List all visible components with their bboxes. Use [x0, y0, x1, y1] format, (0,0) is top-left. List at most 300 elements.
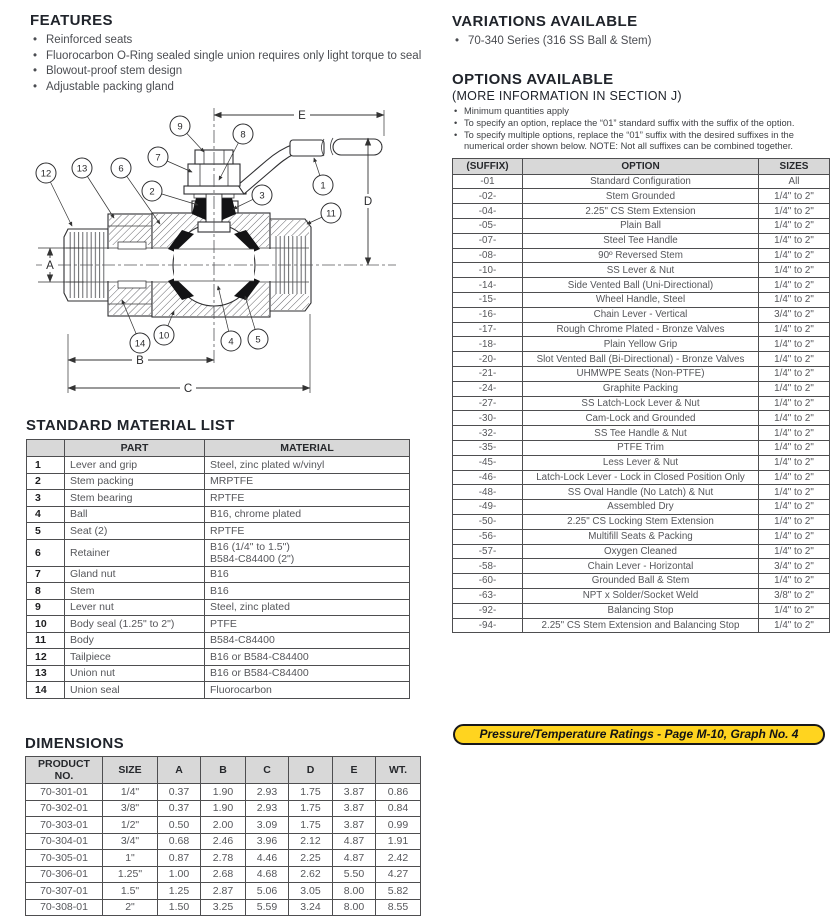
- table-cell: -49-: [453, 500, 523, 515]
- table-cell: Gland nut: [65, 566, 205, 583]
- table-cell: Chain Lever - Vertical: [523, 307, 759, 322]
- table-row: [27, 566, 410, 583]
- table-row: [27, 665, 410, 682]
- table-row: [453, 618, 830, 633]
- column-header: [27, 440, 65, 457]
- table-cell: 2.25" CS Locking Stem Extension: [523, 515, 759, 530]
- table-cell: 3.25: [201, 899, 246, 916]
- dim-label-B: [132, 353, 148, 367]
- table-cell: Less Lever & Nut: [523, 455, 759, 470]
- table-cell: -45-: [453, 455, 523, 470]
- table-cell: 1/2": [103, 817, 158, 834]
- svg-text:12: 12: [40, 168, 52, 180]
- table-cell: 2.93: [246, 784, 289, 801]
- table-cell: SS Oval Handle (No Latch) & Nut: [523, 485, 759, 500]
- table-cell: Chain Lever - Horizontal: [523, 559, 759, 574]
- table-row: [27, 506, 410, 523]
- table-cell: 1.25": [103, 866, 158, 883]
- callout-12: [36, 163, 72, 226]
- dim-label-E: [294, 108, 310, 122]
- table-cell: -14-: [453, 278, 523, 293]
- table-cell: 1/4" to 2": [759, 603, 830, 618]
- table-cell: 4.87: [333, 850, 376, 867]
- table-cell: 1/4" to 2": [759, 189, 830, 204]
- table-cell: 5.50: [333, 866, 376, 883]
- table-cell: 1/4" to 2": [759, 263, 830, 278]
- list-item: • To specify an option, replace the “01” standard suffix with the suffix of the option.: [452, 118, 830, 130]
- table-cell: MRPTFE: [205, 473, 410, 490]
- table-row: [453, 603, 830, 618]
- table-cell: 2: [27, 473, 65, 490]
- table-cell: 0.50: [158, 817, 201, 834]
- table-cell: 0.37: [158, 800, 201, 817]
- column-header: A: [158, 757, 201, 784]
- table-cell: Plain Ball: [523, 219, 759, 234]
- table-cell: 0.68: [158, 833, 201, 850]
- material-list-table: [26, 439, 410, 699]
- table-cell: B16: [205, 566, 410, 583]
- table-cell: 2.25" CS Stem Extension: [523, 204, 759, 219]
- features-list: [30, 33, 430, 95]
- table-row: [26, 800, 421, 817]
- svg-text:14: 14: [134, 338, 146, 350]
- table-cell: 3/4": [103, 833, 158, 850]
- table-cell: 4.87: [333, 833, 376, 850]
- table-cell: 70-303-01: [26, 817, 103, 834]
- table-row: [453, 381, 830, 396]
- table-row: [27, 649, 410, 666]
- svg-text:6: 6: [118, 163, 124, 175]
- table-cell: 3: [27, 490, 65, 507]
- table-cell: -02-: [453, 189, 523, 204]
- table-cell: 1.90: [201, 800, 246, 817]
- variations-title: VARIATIONS AVAILABLE: [452, 13, 638, 30]
- table-cell: -17-: [453, 322, 523, 337]
- table-cell: 7: [27, 566, 65, 583]
- table-cell: 3/8" to 2": [759, 589, 830, 604]
- table-row: [453, 485, 830, 500]
- svg-text:C: C: [183, 383, 193, 395]
- table-cell: 1/4" to 2": [759, 381, 830, 396]
- table-cell: 1.5": [103, 883, 158, 900]
- table-cell: RPTFE: [205, 523, 410, 540]
- column-header: C: [246, 757, 289, 784]
- table-cell: 70-306-01: [26, 866, 103, 883]
- svg-text:A: A: [46, 260, 54, 272]
- callout-11: [307, 203, 341, 224]
- svg-text:2: 2: [149, 186, 155, 198]
- table-cell: 2.42: [376, 850, 421, 867]
- svg-text:9: 9: [177, 121, 183, 133]
- table-cell: 70-307-01: [26, 883, 103, 900]
- pressure-temperature-note: Pressure/Temperature Ratings - Page M-10, Graph No. 4: [453, 724, 825, 745]
- options-subtitle: (MORE INFORMATION IN SECTION J): [452, 89, 682, 103]
- table-header-row: [27, 440, 410, 457]
- table-row: [27, 682, 410, 699]
- options-notes: [452, 106, 830, 153]
- table-row: [453, 470, 830, 485]
- table-cell: 1/4" to 2": [759, 618, 830, 633]
- svg-text:B: B: [136, 355, 144, 367]
- column-header: E: [333, 757, 376, 784]
- table-row: [26, 866, 421, 883]
- svg-text:7: 7: [155, 152, 161, 164]
- table-cell: 1/4" to 2": [759, 293, 830, 308]
- table-cell: Stem bearing: [65, 490, 205, 507]
- table-cell: B16: [205, 583, 410, 600]
- table-cell: 0.87: [158, 850, 201, 867]
- table-cell: 3.87: [333, 800, 376, 817]
- table-row: [453, 278, 830, 293]
- table-row: [453, 500, 830, 515]
- table-cell: 14: [27, 682, 65, 699]
- table-row: [27, 539, 410, 566]
- table-cell: Assembled Dry: [523, 500, 759, 515]
- table-cell: -48-: [453, 485, 523, 500]
- table-cell: 5.06: [246, 883, 289, 900]
- callout-13: [72, 158, 114, 218]
- table-cell: 70-304-01: [26, 833, 103, 850]
- table-row: [453, 174, 830, 189]
- table-cell: 70-308-01: [26, 899, 103, 916]
- valve-cross-section-diagram: [22, 102, 440, 415]
- table-row: [27, 616, 410, 633]
- table-cell: Graphite Packing: [523, 381, 759, 396]
- table-cell: -94-: [453, 618, 523, 633]
- svg-text:5: 5: [255, 334, 261, 346]
- table-cell: Stem Grounded: [523, 189, 759, 204]
- table-cell: Retainer: [65, 539, 205, 566]
- features-section: [30, 12, 430, 95]
- table-row: [26, 850, 421, 867]
- table-cell: 1/4" to 2": [759, 367, 830, 382]
- table-cell: Steel, zinc plated w/vinyl: [205, 457, 410, 474]
- table-row: [453, 307, 830, 322]
- table-cell: UHMWPE Seats (Non-PTFE): [523, 367, 759, 382]
- column-header: B: [201, 757, 246, 784]
- table-row: [453, 189, 830, 204]
- table-row: [26, 817, 421, 834]
- table-cell: -24-: [453, 381, 523, 396]
- variations-section: [452, 13, 830, 50]
- table-cell: Steel, zinc plated: [205, 599, 410, 616]
- svg-text:1: 1: [320, 180, 326, 192]
- column-header: OPTION: [523, 159, 759, 175]
- table-cell: 2.25: [289, 850, 333, 867]
- table-cell: B584-C84400: [205, 632, 410, 649]
- table-cell: Oxygen Cleaned: [523, 544, 759, 559]
- table-cell: PTFE Trim: [523, 441, 759, 456]
- table-cell: 12: [27, 649, 65, 666]
- svg-text:10: 10: [158, 330, 170, 342]
- options-section: [452, 71, 830, 633]
- table-cell: 1.91: [376, 833, 421, 850]
- table-cell: Latch-Lock Lever - Lock in Closed Position Only: [523, 470, 759, 485]
- table-cell: Balancing Stop: [523, 603, 759, 618]
- table-cell: 3.87: [333, 817, 376, 834]
- table-cell: Body seal (1.25" to 2"): [65, 616, 205, 633]
- table-cell: 1.90: [201, 784, 246, 801]
- table-cell: -56-: [453, 529, 523, 544]
- table-row: [453, 233, 830, 248]
- dim-label-D: [360, 194, 376, 208]
- table-cell: Ball: [65, 506, 205, 523]
- column-header: SIZE: [103, 757, 158, 784]
- table-row: [27, 523, 410, 540]
- table-cell: 2.62: [289, 866, 333, 883]
- table-cell: -21-: [453, 367, 523, 382]
- list-item: • 70-340 Series (316 SS Ball & Stem): [452, 34, 830, 50]
- dimensions-section: [25, 735, 421, 916]
- table-row: [27, 583, 410, 600]
- table-row: [453, 589, 830, 604]
- table-row: [453, 248, 830, 263]
- table-row: [26, 833, 421, 850]
- table-cell: Lever nut: [65, 599, 205, 616]
- table-cell: Plain Yellow Grip: [523, 337, 759, 352]
- list-item: • To specify multiple options, replace the “01” suffix with the desired suffixes in the numerical order shown below. NOTE: Not all suffixes can be combined together.: [452, 130, 830, 154]
- table-cell: Standard Configuration: [523, 174, 759, 189]
- table-cell: 1/4" to 2": [759, 529, 830, 544]
- svg-text:3: 3: [259, 190, 265, 202]
- table-cell: Seat (2): [65, 523, 205, 540]
- table-cell: 1.75: [289, 784, 333, 801]
- table-cell: 1/4" to 2": [759, 248, 830, 263]
- svg-text:D: D: [363, 196, 373, 208]
- svg-text:E: E: [298, 110, 306, 122]
- table-cell: 3/8": [103, 800, 158, 817]
- table-cell: 1/4" to 2": [759, 396, 830, 411]
- material-list-section: [26, 417, 410, 699]
- column-header: PART: [65, 440, 205, 457]
- table-cell: 1/4" to 2": [759, 455, 830, 470]
- table-cell: RPTFE: [205, 490, 410, 507]
- table-cell: 1/4": [103, 784, 158, 801]
- table-cell: -01: [453, 174, 523, 189]
- svg-text:13: 13: [76, 163, 88, 175]
- svg-text:11: 11: [326, 208, 336, 220]
- svg-text:4: 4: [228, 336, 234, 348]
- table-cell: -16-: [453, 307, 523, 322]
- table-cell: 70-302-01: [26, 800, 103, 817]
- table-cell: 6: [27, 539, 65, 566]
- table-row: [453, 396, 830, 411]
- table-cell: -92-: [453, 603, 523, 618]
- table-cell: 3.05: [289, 883, 333, 900]
- table-cell: 0.37: [158, 784, 201, 801]
- table-cell: 3.09: [246, 817, 289, 834]
- table-cell: B16 (1/4" to 1.5") B584-C84400 (2"): [205, 539, 410, 566]
- table-cell: B16 or B584-C84400: [205, 649, 410, 666]
- column-header: SIZES: [759, 159, 830, 175]
- table-cell: 2.78: [201, 850, 246, 867]
- variations-list: [452, 34, 830, 50]
- table-cell: 1/4" to 2": [759, 574, 830, 589]
- table-row: [453, 367, 830, 382]
- dim-label-C: [180, 381, 196, 395]
- table-cell: SS Lever & Nut: [523, 263, 759, 278]
- table-cell: 0.86: [376, 784, 421, 801]
- table-cell: -63-: [453, 589, 523, 604]
- table-row: [453, 529, 830, 544]
- table-row: [453, 219, 830, 234]
- table-cell: 1/4" to 2": [759, 485, 830, 500]
- table-cell: 3/4" to 2": [759, 307, 830, 322]
- table-cell: -58-: [453, 559, 523, 574]
- table-row: [453, 574, 830, 589]
- table-cell: -57-: [453, 544, 523, 559]
- table-cell: PTFE: [205, 616, 410, 633]
- table-row: [453, 455, 830, 470]
- table-cell: 13: [27, 665, 65, 682]
- table-cell: 2.12: [289, 833, 333, 850]
- table-cell: -04-: [453, 204, 523, 219]
- table-cell: 5: [27, 523, 65, 540]
- table-cell: 1/4" to 2": [759, 470, 830, 485]
- table-cell: -08-: [453, 248, 523, 263]
- table-cell: 4: [27, 506, 65, 523]
- table-cell: 0.99: [376, 817, 421, 834]
- dimensions-table: [25, 756, 421, 916]
- table-cell: 1/4" to 2": [759, 337, 830, 352]
- table-row: [27, 490, 410, 507]
- table-cell: 1/4" to 2": [759, 544, 830, 559]
- table-cell: 4.68: [246, 866, 289, 883]
- table-cell: 1/4" to 2": [759, 515, 830, 530]
- column-header: WT.: [376, 757, 421, 784]
- table-cell: 3.96: [246, 833, 289, 850]
- table-cell: 1/4" to 2": [759, 500, 830, 515]
- dim-label-A: [42, 258, 58, 272]
- dimensions-title: DIMENSIONS: [25, 735, 125, 752]
- table-cell: -35-: [453, 441, 523, 456]
- table-cell: 1/4" to 2": [759, 204, 830, 219]
- list-item: • Adjustable packing gland: [30, 80, 430, 96]
- table-cell: 2.68: [201, 866, 246, 883]
- table-row: [26, 784, 421, 801]
- table-cell: Cam-Lock and Grounded: [523, 411, 759, 426]
- table-cell: SS Latch-Lock Lever & Nut: [523, 396, 759, 411]
- table-row: [453, 263, 830, 278]
- table-cell: 2.46: [201, 833, 246, 850]
- table-cell: Union nut: [65, 665, 205, 682]
- table-cell: NPT x Solder/Socket Weld: [523, 589, 759, 604]
- table-cell: 70-301-01: [26, 784, 103, 801]
- column-header: PRODUCT NO.: [26, 757, 103, 784]
- table-cell: Slot Vented Ball (Bi-Directional) - Bronze Valves: [523, 352, 759, 367]
- table-cell: 1: [27, 457, 65, 474]
- table-row: [453, 426, 830, 441]
- table-cell: B16 or B584-C84400: [205, 665, 410, 682]
- table-cell: 1/4" to 2": [759, 411, 830, 426]
- table-row: [27, 473, 410, 490]
- table-row: [453, 411, 830, 426]
- table-cell: 2.87: [201, 883, 246, 900]
- table-cell: 1.00: [158, 866, 201, 883]
- table-row: [453, 204, 830, 219]
- valve-diagram-svg: [22, 102, 440, 415]
- table-cell: 11: [27, 632, 65, 649]
- table-cell: 70-305-01: [26, 850, 103, 867]
- table-row: [26, 883, 421, 900]
- callout-7: [148, 147, 192, 172]
- table-cell: 1.25: [158, 883, 201, 900]
- table-cell: Side Vented Ball (Uni-Directional): [523, 278, 759, 293]
- options-table: [452, 158, 830, 633]
- table-cell: 8.00: [333, 883, 376, 900]
- table-cell: Stem: [65, 583, 205, 600]
- table-cell: 1/4" to 2": [759, 352, 830, 367]
- table-cell: 1.75: [289, 817, 333, 834]
- table-cell: 8: [27, 583, 65, 600]
- table-cell: 1.50: [158, 899, 201, 916]
- svg-text:8: 8: [240, 129, 246, 141]
- table-cell: 1.75: [289, 800, 333, 817]
- table-cell: -18-: [453, 337, 523, 352]
- table-cell: 90º Reversed Stem: [523, 248, 759, 263]
- list-item: • Reinforced seats: [30, 33, 430, 49]
- callout-9: [170, 116, 204, 152]
- table-cell: -05-: [453, 219, 523, 234]
- table-cell: Rough Chrome Plated - Bronze Valves: [523, 322, 759, 337]
- table-cell: 3.87: [333, 784, 376, 801]
- table-cell: -27-: [453, 396, 523, 411]
- table-cell: Lever and grip: [65, 457, 205, 474]
- table-row: [27, 632, 410, 649]
- material-list-title: STANDARD MATERIAL LIST: [26, 417, 235, 434]
- table-row: [453, 322, 830, 337]
- table-cell: -32-: [453, 426, 523, 441]
- callout-1: [313, 158, 333, 195]
- table-row: [453, 559, 830, 574]
- column-header: D: [289, 757, 333, 784]
- table-row: [453, 515, 830, 530]
- list-item: • Minimum quantities apply: [452, 106, 830, 118]
- table-cell: Body: [65, 632, 205, 649]
- table-row: [453, 544, 830, 559]
- list-item: • Blowout-proof stem design: [30, 64, 430, 80]
- column-header: (SUFFIX): [453, 159, 523, 175]
- table-row: [26, 899, 421, 916]
- table-row: [453, 352, 830, 367]
- table-cell: 8.55: [376, 899, 421, 916]
- table-cell: 1/4" to 2": [759, 278, 830, 293]
- table-row: [453, 293, 830, 308]
- table-cell: 0.84: [376, 800, 421, 817]
- table-cell: -07-: [453, 233, 523, 248]
- table-cell: 3.24: [289, 899, 333, 916]
- table-cell: 9: [27, 599, 65, 616]
- table-cell: Stem packing: [65, 473, 205, 490]
- table-cell: -46-: [453, 470, 523, 485]
- table-cell: B16, chrome plated: [205, 506, 410, 523]
- table-cell: Tailpiece: [65, 649, 205, 666]
- table-cell: -50-: [453, 515, 523, 530]
- table-cell: 3/4" to 2": [759, 559, 830, 574]
- table-cell: -30-: [453, 411, 523, 426]
- table-cell: 5.59: [246, 899, 289, 916]
- table-header-row: [453, 159, 830, 175]
- list-item: • Fluorocarbon O-Ring sealed single union requires only light torque to seal: [30, 49, 430, 65]
- table-row: [27, 599, 410, 616]
- table-cell: 2.00: [201, 817, 246, 834]
- table-cell: 8.00: [333, 899, 376, 916]
- table-cell: 4.27: [376, 866, 421, 883]
- options-title: OPTIONS AVAILABLE: [452, 71, 614, 88]
- table-cell: 2": [103, 899, 158, 916]
- table-header-row: [26, 757, 421, 784]
- table-cell: -60-: [453, 574, 523, 589]
